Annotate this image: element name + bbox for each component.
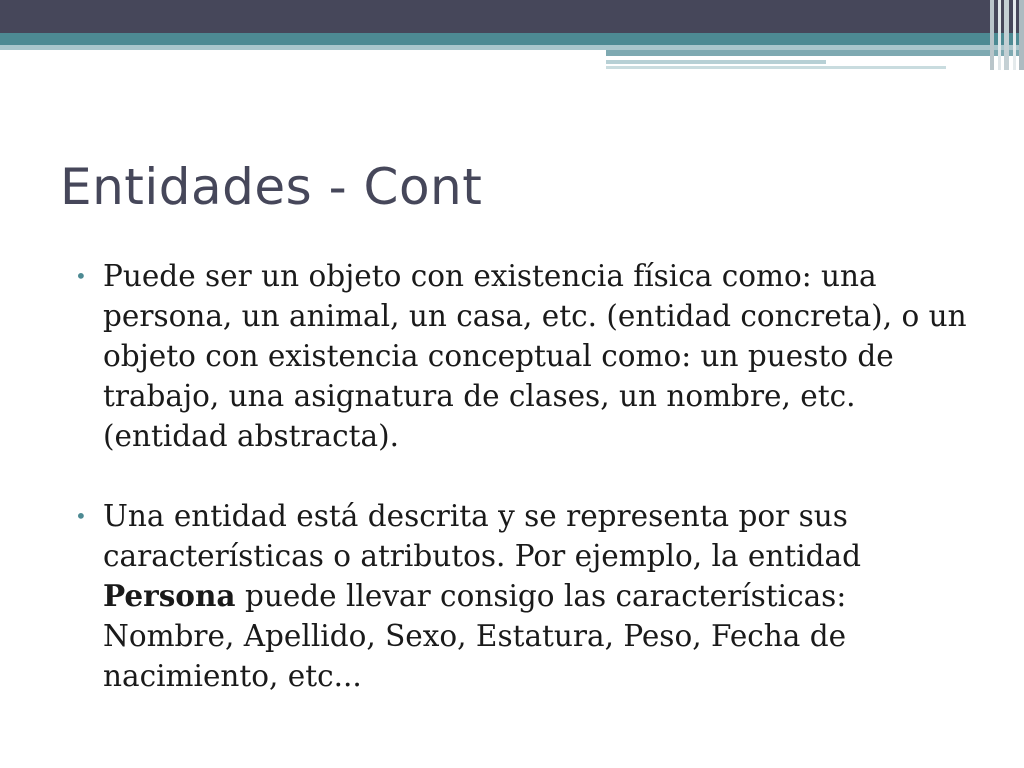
header-teal-band [0,33,1024,45]
corner-decoration-bar [990,0,994,70]
bullet-list [70,256,970,696]
bullet-item [70,256,970,456]
bullet-text: Puede ser un objeto con existencia física como: una persona, un animal, un casa, etc. (entidad concreta), o un objeto con existencia conceptual como: un puesto de trabajo, una asignatura de clases, un nombre, etc. (entidad abstracta). [103,259,967,453]
header-accent-stripe [606,66,946,69]
header-dark-band [0,0,1024,33]
corner-decoration-bar [1013,0,1016,70]
bullet-item [70,496,970,696]
corner-decoration-bar [1004,0,1009,70]
corner-decoration-bar [1019,0,1024,70]
bullet-icon: • [75,504,87,528]
bullet-text-before: Una entidad está descrita y se representa por sus características o atributos. Por ejemplo, la entidad [103,499,861,573]
bullet-text-after: puede llevar consigo las características: Nombre, Apellido, Sexo, Estatura, Peso, Fecha de nacimiento, etc... [103,579,847,693]
slide-title: Entidades - Cont [60,158,483,216]
bullet-bold-term: Persona [103,578,236,613]
corner-decoration-bar [998,0,1001,70]
header-accent-stripe [606,50,1024,56]
bullet-icon: • [75,264,87,288]
header-accent-stripe [606,60,826,64]
